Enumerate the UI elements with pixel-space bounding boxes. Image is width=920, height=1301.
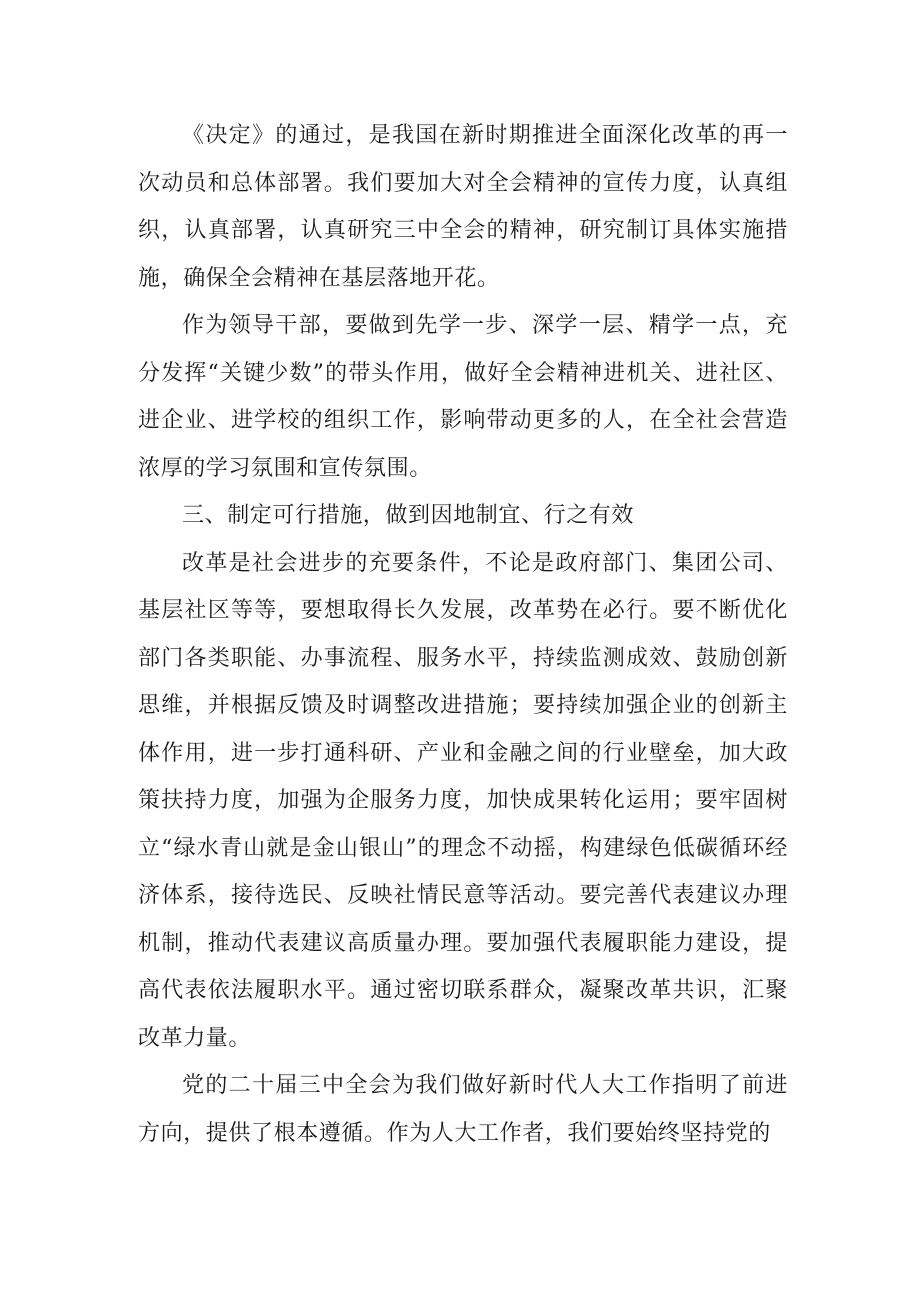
section-heading-three: 三、制定可行措施，做到因地制宜、行之有效 [182, 503, 635, 528]
paragraph-plenum: 党的二十届三中全会为我们做好新时代人大工作指明了前进方向，提供了根本遵循。作为人大工作者，我们要始终坚持党的 [138, 1073, 788, 1146]
paragraph-reform: 改革是社会进步的充要条件，不论是政府部门、集团公司、基层社区等等，要想取得长久发展，改革势在必行。要不断优化部门各类职能、办事流程、服务水平，持续监测成效、鼓励创新思维，并根据反馈及时调整改进措施；要持续加强企业的创新主体作用，进一步打通科研、产业和金融之间的行业壁垒，加大政策扶持力度，加强为企服务力度，加快成果转化运用；要牢固树立“绿水青山就是金山银山”的理念不动摇，构建绿色低碳循环经济体系，接待选民、反映社情民意等活动。要完善代表建议办理机制，推动代表建议高质量办理。要加强代表履职能力建设，提高代表依法履职水平。通过密切联系群众，凝聚改革共识，汇聚改革力量。 [138, 550, 788, 1051]
paragraph-leaders: 作为领导干部，要做到先学一步、深学一层、精学一点，充分发挥“关键少数”的带头作用，做好全会精神进机关、进社区、进企业、进学校的组织工作，影响带动更多的人，在全社会营造浓厚的学习氛围和宣传氛围。 [138, 313, 788, 481]
paragraph-decision: 《决定》的通过，是我国在新时期推进全面深化改革的再一次动员和总体部署。我们要加大对全会精神的宣传力度，认真组织，认真部署，认真研究三中全会的精神，研究制订具体实施措施，确保全会精神在基层落地开花。 [138, 123, 788, 291]
document-body [138, 112, 788, 1157]
